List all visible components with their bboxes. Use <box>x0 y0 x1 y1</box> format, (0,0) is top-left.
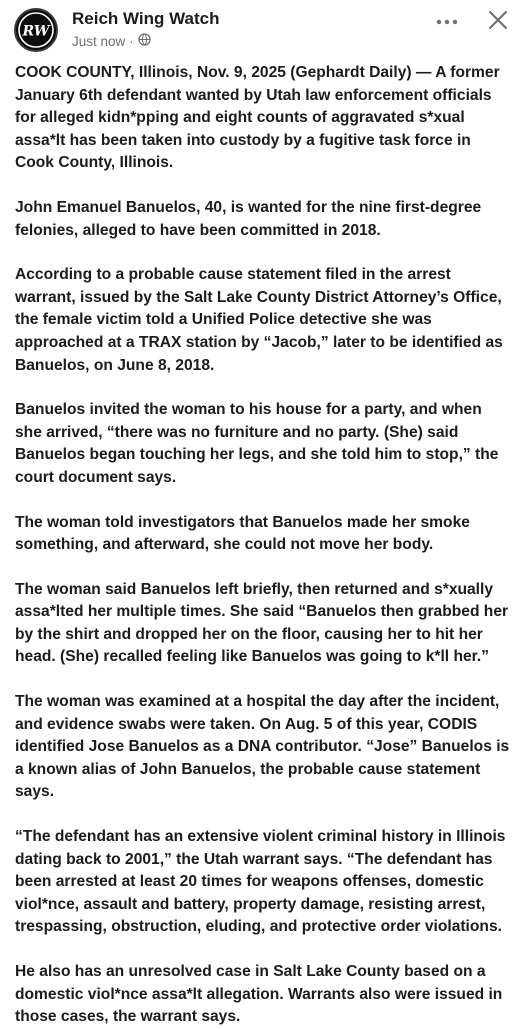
post-body <box>15 62 511 1029</box>
post-paragraph-3: According to a probable cause statement filed in the arrest warrant, issued by the Salt Lake County District Attorney’s Office, the female victim told a Unified Police detective she was approached at a TRAX station by “Jacob,” later to be identified as Banuelos, on June 8, 2018. <box>15 266 503 374</box>
page-avatar[interactable] <box>14 8 58 52</box>
close-icon[interactable] <box>484 6 512 34</box>
post-header <box>0 0 524 58</box>
globe-icon <box>138 33 151 49</box>
post-paragraph-9: He also has an unresolved case in Salt Lake County based on a domestic viol*nce assa*lt allegation. Warrants also were issued in those cases, the warrant says. <box>15 963 503 1026</box>
avatar-letters: RW <box>22 23 50 40</box>
post-paragraph-2: John Emanuel Banuelos, 40, is wanted for the nine first-degree felonies, alleged to have been committed in 2018. <box>15 198 482 239</box>
post-meta <box>72 33 151 49</box>
post-timestamp[interactable]: Just now <box>72 33 126 49</box>
meta-separator: · <box>129 33 134 49</box>
post-paragraph-1: COOK COUNTY, Illinois, Nov. 9, 2025 (Gephardt Daily) — A former January 6th defendant wanted by Utah law enforcement officials for alleged kidn*pping and eight counts of aggravated s*xual assa*lt has been taken into custody by a fugitive task force in Cook County, Illinois. <box>15 64 500 172</box>
post-paragraph-8: “The defendant has an extensive violent criminal history in Illinois dating back to 2001,” the Utah warrant says. “The defendant has been arrested at least 20 times for weapons offenses, domestic viol*nce, assault and battery, property damage, resisting arrest, trespassing, obstruction, eluding, and protective order violations. <box>15 828 506 936</box>
post-paragraph-5: The woman told investigators that Banuelos made her smoke something, and afterward, she could not move her body. <box>15 513 470 554</box>
page-name-link[interactable]: Reich Wing Watch <box>72 9 220 28</box>
post-paragraph-4: Banuelos invited the woman to his house for a party, and when she arrived, “there was no furniture and no party. (She) said Banuelos began touching her legs, and she told him to stop,” the court document says. <box>15 401 499 486</box>
post-paragraph-6: The woman said Banuelos left briefly, then returned and s*xually assa*lted her multiple times. She said “Banuelos then grabbed her by the shirt and dropped her on the floor, causing her to hit her head. (She) recalled feeling like Banuelos was going to k*ll her.” <box>15 580 509 666</box>
post-paragraph-7: The woman was examined at a hospital the day after the incident, and evidence swabs were taken. On Aug. 5 of this year, CODIS identified Jose Banuelos as a DNA contributor. “Jose” Banuelos is a known alias of John Banuelos, the probable cause statement says. <box>15 693 510 801</box>
reich-wing-watch-logo <box>16 10 56 50</box>
more-horizontal-icon[interactable] <box>432 10 462 34</box>
